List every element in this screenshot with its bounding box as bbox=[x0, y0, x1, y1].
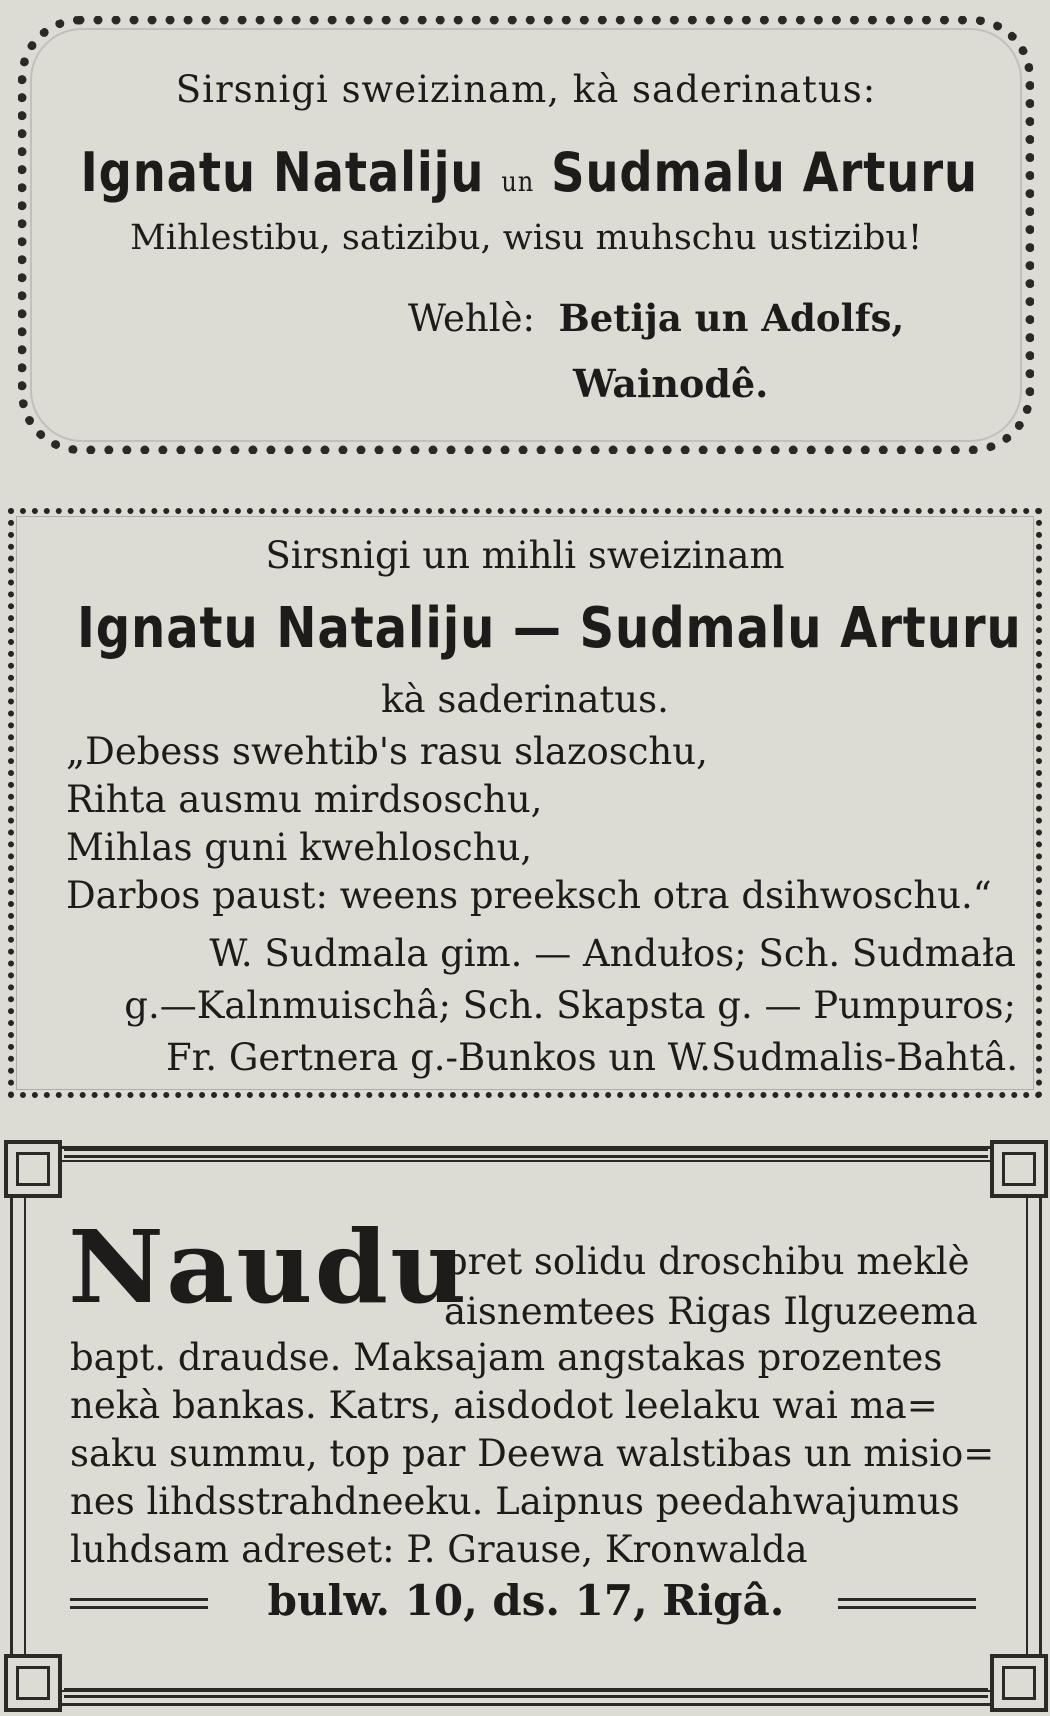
right-dash-rule bbox=[838, 1598, 976, 1609]
poem-line: Rihta ausmu mirdsoschu, bbox=[66, 778, 543, 821]
conjunction: un bbox=[501, 165, 535, 198]
engagement-ad-1 bbox=[8, 6, 1044, 464]
greeting: Sirsnigi un mihli sweizinam bbox=[265, 534, 785, 577]
name-groom: Sudmalu Arturu bbox=[551, 141, 978, 204]
body-line: aisnemtees Rigas Ilguzeema bbox=[444, 1290, 978, 1333]
body-line: nes lihdsstrahdneeku. Laipnus peedahwajumus bbox=[70, 1480, 960, 1523]
loan-ad bbox=[4, 1140, 1048, 1712]
wishers bbox=[408, 296, 904, 340]
wishers-names: Betija un Adolfs, bbox=[558, 296, 905, 340]
signers-line: Fr. Gertnera g.-Bunkos un W.Sudmalis-Bahtâ. bbox=[166, 1036, 1018, 1079]
top-rule bbox=[64, 1148, 988, 1158]
body-line: bapt. draudse. Maksajam angstakas prozentes bbox=[70, 1336, 943, 1379]
poem-line: Mihlas guni kwehloschu, bbox=[66, 826, 533, 869]
subtitle: kà saderinatus. bbox=[381, 678, 669, 721]
body-line: nekà bankas. Katrs, aisdodot leelaku wai ma= bbox=[70, 1384, 938, 1427]
headline: Naudu bbox=[68, 1208, 469, 1326]
corner-ornament bbox=[990, 1654, 1048, 1712]
wishers-label: Wehlè: bbox=[408, 297, 535, 340]
corner-ornament bbox=[4, 1140, 62, 1198]
wishers-place: Wainodê. bbox=[573, 361, 769, 406]
poem-line: Darbos paust: weens preeksch otra dsihwoschu.“ bbox=[66, 874, 992, 917]
wish-text: Mihlestibu, satizibu, wisu muhschu ustizibu! bbox=[129, 218, 923, 258]
address: bulw. 10, ds. 17, Rigâ. bbox=[267, 1576, 785, 1625]
engagement-ad-2 bbox=[4, 504, 1046, 1102]
body-line: luhdsam adreset: P. Grause, Kronwalda bbox=[70, 1528, 808, 1571]
couple-names bbox=[80, 141, 978, 204]
name-bride: Ignatu Nataliju bbox=[80, 141, 485, 204]
signers-line: W. Sudmala gim. — Andułos; Sch. Sudmała bbox=[209, 932, 1016, 975]
corner-ornament bbox=[4, 1654, 62, 1712]
bottom-rule bbox=[64, 1688, 988, 1698]
body-line: pret solidu droschibu meklè bbox=[444, 1240, 970, 1283]
poem-line: „Debess swehtib's rasu slazoschu, bbox=[66, 730, 708, 773]
couple-names: Ignatu Nataliju — Sudmalu Arturu bbox=[76, 596, 1022, 661]
body-line: saku summu, top par Deewa walstibas un misio= bbox=[70, 1432, 995, 1475]
corner-ornament bbox=[990, 1140, 1048, 1198]
signers-line: g.—Kalnmuischâ; Sch. Skapsta g. — Pumpuros; bbox=[124, 984, 1016, 1027]
greeting: Sirsnigi sweizinam, kà saderinatus: bbox=[175, 68, 877, 111]
